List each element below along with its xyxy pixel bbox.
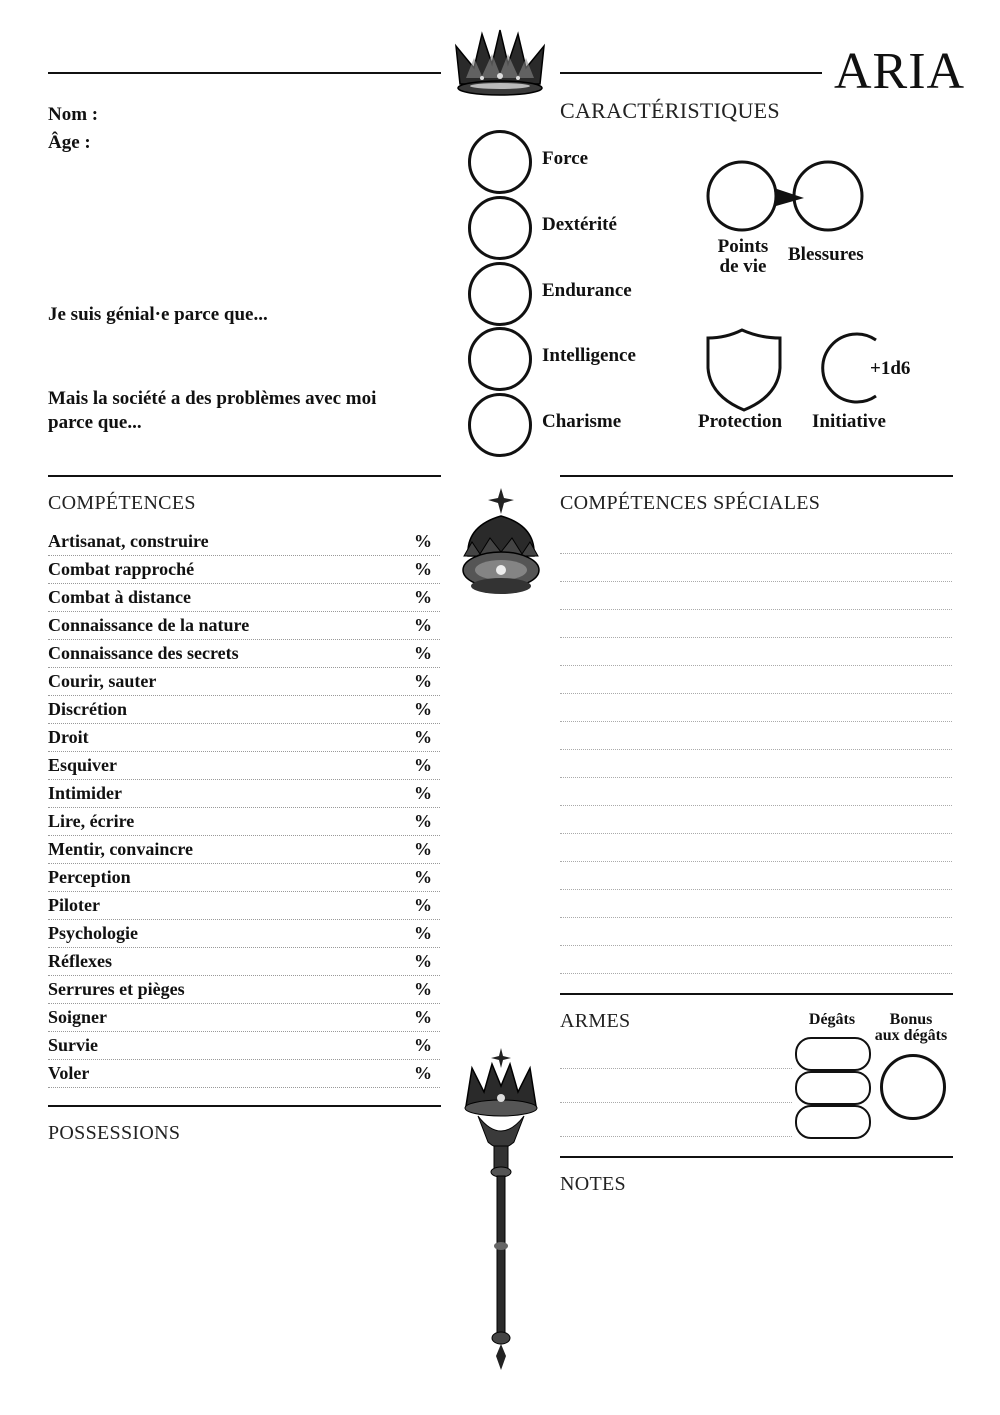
skill-percent[interactable]: % [414, 755, 432, 775]
society-problem-line1: Mais la société a des problèmes avec moi [48, 388, 377, 409]
wounds-label: Blessures [788, 244, 864, 265]
skill-percent[interactable]: % [414, 783, 432, 803]
special-skill-line[interactable] [560, 805, 952, 806]
skill-row[interactable] [48, 555, 440, 584]
name-label: Nom : [48, 104, 99, 125]
skill-percent[interactable]: % [414, 615, 432, 635]
skill-percent[interactable]: % [414, 867, 432, 887]
skill-name: Combat rapproché [48, 559, 195, 579]
skill-row[interactable] [48, 583, 440, 612]
special-skill-line[interactable] [560, 581, 952, 582]
charisme-circle[interactable] [468, 393, 532, 457]
skill-name: Intimider [48, 783, 122, 803]
special-skill-line[interactable] [560, 861, 952, 862]
special-skills-title: COMPÉTENCES SPÉCIALES [560, 492, 821, 514]
intelligence-circle[interactable] [468, 327, 532, 391]
skill-percent[interactable]: % [414, 951, 432, 971]
skill-row[interactable] [48, 639, 440, 668]
shield-icon[interactable] [704, 328, 784, 412]
special-skill-line[interactable] [560, 945, 952, 946]
charisme-label: Charisme [542, 411, 622, 432]
skill-percent[interactable]: % [414, 1035, 432, 1055]
special-skill-line[interactable] [560, 917, 952, 918]
special-skill-line[interactable] [560, 609, 952, 610]
skill-percent[interactable]: % [414, 1063, 432, 1083]
crown-icon [452, 28, 548, 98]
bonus-label-line1: Bonus [889, 1011, 933, 1028]
skill-name: Perception [48, 867, 131, 887]
skill-row[interactable] [48, 1003, 440, 1032]
weapon-line[interactable] [560, 1102, 792, 1103]
intelligence-label: Intelligence [542, 345, 636, 366]
skill-row[interactable] [48, 723, 440, 752]
possessions-title: POSSESSIONS [48, 1122, 181, 1144]
header-rule-left [48, 72, 441, 74]
skill-percent[interactable]: % [414, 531, 432, 551]
skill-name: Esquiver [48, 755, 118, 775]
skills-rule [48, 475, 441, 477]
notes-rule [560, 1156, 953, 1158]
skill-row[interactable] [48, 695, 440, 724]
special-skill-line[interactable] [560, 973, 952, 974]
initiative-bonus: +1d6 [870, 358, 911, 379]
endurance-label: Endurance [542, 280, 632, 301]
bonus-label-line2: aux dégâts [874, 1027, 948, 1044]
damage-field[interactable] [795, 1105, 871, 1139]
skill-row[interactable] [48, 667, 440, 696]
skill-percent[interactable]: % [414, 1007, 432, 1027]
special-skills-rule [560, 475, 953, 477]
hp-label-line1: Points [717, 236, 769, 257]
hp-wounds-graphic[interactable] [704, 158, 870, 238]
damage-bonus-circle[interactable] [880, 1054, 946, 1120]
skill-name: Connaissance de la nature [48, 615, 250, 635]
skill-name: Survie [48, 1035, 99, 1055]
special-skill-line[interactable] [560, 749, 952, 750]
damage-label: Dégâts [808, 1011, 856, 1028]
skill-row[interactable] [48, 919, 440, 948]
skill-row[interactable] [48, 975, 440, 1004]
skill-percent[interactable]: % [414, 895, 432, 915]
skill-name: Mentir, convaincre [48, 839, 193, 859]
skill-row[interactable] [48, 891, 440, 920]
skill-percent[interactable]: % [414, 643, 432, 663]
damage-field[interactable] [795, 1071, 871, 1105]
special-skill-line[interactable] [560, 637, 952, 638]
scepter-icon [458, 1046, 544, 1376]
header-rule-right [560, 72, 822, 74]
weapon-line[interactable] [560, 1136, 792, 1137]
skill-name: Droit [48, 727, 89, 747]
skill-row[interactable] [48, 1031, 440, 1060]
special-skill-line[interactable] [560, 889, 952, 890]
skill-name: Piloter [48, 895, 100, 915]
skill-percent[interactable]: % [414, 923, 432, 943]
skill-name: Connaissance des secrets [48, 643, 239, 663]
skills-title: COMPÉTENCES [48, 492, 196, 514]
skill-row[interactable] [48, 947, 440, 976]
weapon-line[interactable] [560, 1068, 792, 1069]
skill-percent[interactable]: % [414, 671, 432, 691]
skill-row[interactable] [48, 1059, 440, 1088]
skill-percent[interactable]: % [414, 727, 432, 747]
weapons-title: ARMES [560, 1010, 631, 1032]
special-skill-line[interactable] [560, 665, 952, 666]
special-skill-line[interactable] [560, 833, 952, 834]
skill-row[interactable] [48, 751, 440, 780]
skill-name: Courir, sauter [48, 671, 157, 691]
damage-field[interactable] [795, 1037, 871, 1071]
skill-percent[interactable]: % [414, 587, 432, 607]
small-crown-icon [458, 486, 544, 598]
skill-percent[interactable]: % [414, 839, 432, 859]
skill-name: Discrétion [48, 699, 127, 719]
skill-row[interactable] [48, 863, 440, 892]
great-because-label: Je suis génial·e parce que... [48, 304, 268, 325]
skill-name: Serrures et pièges [48, 979, 185, 999]
skill-name: Artisanat, construire [48, 531, 209, 551]
aria-logo: ARIA [834, 43, 966, 100]
age-label: Âge : [48, 132, 91, 153]
special-skill-line[interactable] [560, 777, 952, 778]
skill-name: Lire, écrire [48, 811, 135, 831]
skill-percent[interactable]: % [414, 699, 432, 719]
skill-percent[interactable]: % [414, 559, 432, 579]
force-circle[interactable] [468, 130, 532, 194]
possessions-rule [48, 1105, 441, 1107]
skill-percent[interactable]: % [414, 979, 432, 999]
skill-name: Soigner [48, 1007, 108, 1027]
society-problem-line2: parce que... [48, 412, 142, 433]
skill-name: Combat à distance [48, 587, 191, 607]
notes-title: NOTES [560, 1173, 626, 1195]
characteristics-title: CARACTÉRISTIQUES [560, 98, 780, 123]
dexterite-circle[interactable] [468, 196, 532, 260]
skill-name: Réflexes [48, 951, 112, 971]
skill-row[interactable] [48, 807, 440, 836]
skill-name: Voler [48, 1063, 90, 1083]
skill-name: Psychologie [48, 923, 138, 943]
protection-label: Protection [698, 411, 783, 432]
weapons-rule [560, 993, 953, 995]
skill-percent[interactable]: % [414, 811, 432, 831]
hp-label-line2: de vie [719, 256, 767, 277]
special-skill-line[interactable] [560, 693, 952, 694]
skill-row[interactable] [48, 835, 440, 864]
skill-row[interactable] [48, 527, 440, 556]
initiative-label: Initiative [812, 411, 886, 432]
force-label: Force [542, 148, 589, 169]
endurance-circle[interactable] [468, 262, 532, 326]
special-skill-line[interactable] [560, 553, 952, 554]
special-skill-line[interactable] [560, 721, 952, 722]
skill-row[interactable] [48, 779, 440, 808]
dexterite-label: Dextérité [542, 214, 617, 235]
skill-row[interactable] [48, 611, 440, 640]
